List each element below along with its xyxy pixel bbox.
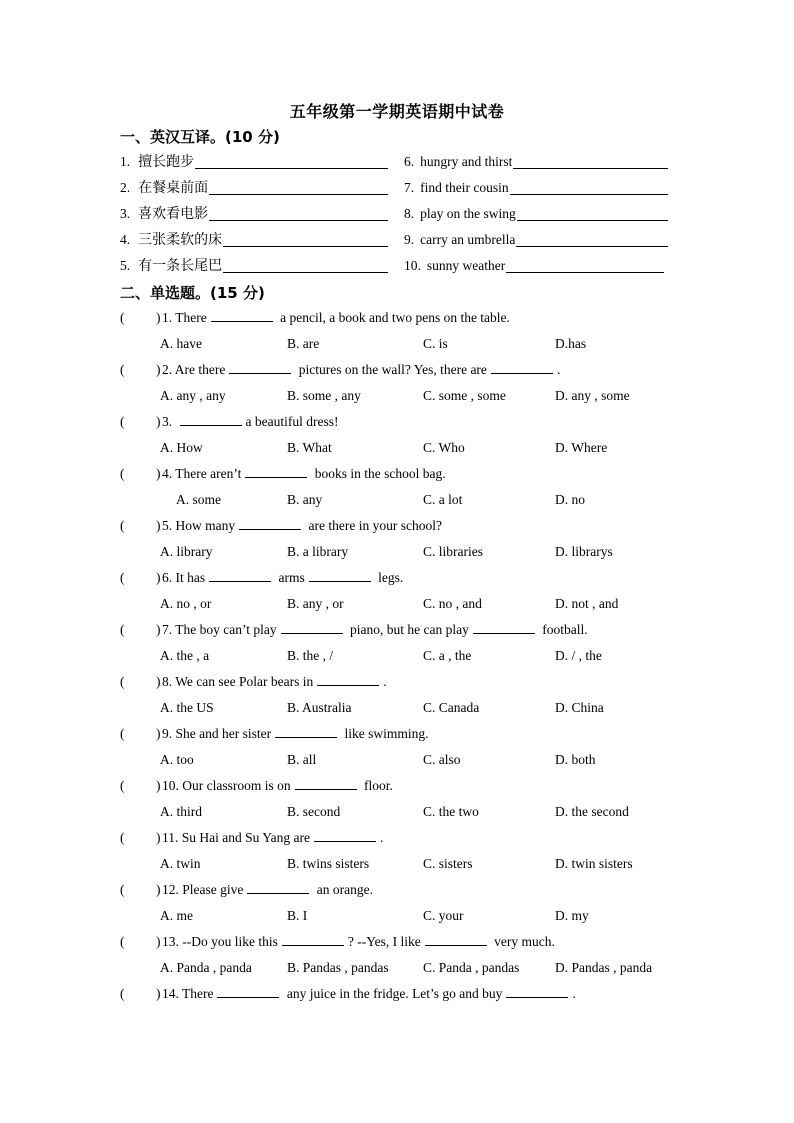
answer-paren-close: )	[156, 414, 161, 429]
answer-paren-open[interactable]: (	[120, 414, 125, 429]
option-c: C. your	[423, 908, 464, 923]
option-b: B. some , any	[287, 388, 361, 403]
option-c: C. the two	[423, 804, 479, 819]
option-b: B. the , /	[287, 648, 334, 663]
option-b: B. I	[287, 908, 308, 923]
option-c: C. libraries	[423, 544, 483, 559]
question-text-part: 13. --Do you like this	[162, 934, 278, 949]
question-text-part: 14. There	[162, 986, 214, 1001]
item-number: 2.	[120, 180, 131, 195]
option-c: C. sisters	[423, 856, 473, 871]
item-prompt: 在餐桌前面	[138, 180, 209, 196]
answer-paren-open[interactable]: (	[120, 310, 125, 325]
question-text	[162, 932, 555, 952]
option-a: A. How	[160, 440, 203, 455]
answer-blank[interactable]	[281, 621, 343, 634]
question-row	[120, 724, 680, 744]
option-d: D. not , and	[555, 596, 619, 611]
option-b: B. are	[287, 336, 320, 351]
question-text	[162, 568, 403, 588]
question-row	[120, 984, 680, 1004]
answer-blank[interactable]	[217, 985, 279, 998]
question-text-part: 4. There aren’t	[162, 466, 242, 481]
answer-blank[interactable]	[229, 361, 291, 374]
option-a: A. library	[160, 544, 213, 559]
answer-blank[interactable]	[506, 985, 568, 998]
question-text-part: 5. How many	[162, 518, 236, 533]
answer-line[interactable]	[209, 220, 388, 221]
question-text-part: a beautiful dress!	[245, 414, 339, 429]
question-text	[162, 360, 560, 380]
answer-paren-open[interactable]: (	[120, 362, 125, 377]
question-text	[162, 412, 338, 432]
item-number: 3.	[120, 206, 131, 221]
answer-blank[interactable]	[491, 361, 553, 374]
question-text-part: .	[383, 674, 387, 689]
answer-paren-open[interactable]: (	[120, 830, 125, 845]
option-c: C. Canada	[423, 700, 480, 715]
question-text-part: .	[556, 362, 561, 377]
question-text-part: arms	[275, 570, 305, 585]
question-text-part: floor.	[360, 778, 393, 793]
question-text	[162, 620, 588, 640]
question-text-part: 11. Su Hai and Su Yang are	[162, 830, 310, 845]
question-text-part: piano, but he can play	[346, 622, 469, 637]
question-text-part: .	[380, 830, 384, 845]
answer-paren-open[interactable]: (	[120, 622, 125, 637]
question-row	[120, 412, 680, 432]
question-row	[120, 568, 680, 588]
question-text-part: pictures on the wall? Yes, there are	[295, 362, 487, 377]
item-prompt: hungry and thirst	[420, 154, 513, 169]
question-row	[120, 620, 680, 640]
question-text-part: 7. The boy can’t play	[162, 622, 277, 637]
option-d: D. my	[555, 908, 589, 923]
answer-paren-close: )	[156, 622, 161, 637]
question-row	[120, 932, 680, 952]
question-text-part: like swimming.	[341, 726, 429, 741]
answer-line[interactable]	[223, 272, 388, 273]
answer-line[interactable]	[195, 168, 388, 169]
answer-paren-open[interactable]: (	[120, 986, 125, 1001]
item-prompt: play on the swing	[420, 206, 516, 221]
answer-blank[interactable]	[211, 309, 273, 322]
item-prompt: 三张柔软的床	[138, 232, 223, 248]
answer-blank[interactable]	[473, 621, 535, 634]
answer-line[interactable]	[506, 272, 664, 273]
answer-paren-open[interactable]: (	[120, 570, 125, 585]
question-text-part: football.	[538, 622, 588, 637]
option-d: D. twin sisters	[555, 856, 633, 871]
option-d: D. Pandas , panda	[555, 960, 653, 975]
answer-paren-close: )	[156, 310, 161, 325]
question-text-part: 12. Please give	[162, 882, 244, 897]
option-a: A. the US	[160, 700, 214, 715]
answer-blank[interactable]	[209, 569, 271, 582]
answer-blank[interactable]	[295, 777, 357, 790]
section-1-heading: 一、英汉互译。(10 分)	[120, 128, 280, 146]
item-prompt: find their cousin	[420, 180, 509, 195]
option-d: D. librarys	[555, 544, 613, 559]
answer-paren-close: )	[156, 570, 161, 585]
answer-paren-close: )	[156, 934, 161, 949]
answer-blank[interactable]	[317, 673, 379, 686]
option-c: C. is	[423, 336, 448, 351]
answer-paren-close: )	[156, 362, 161, 377]
item-number: 5.	[120, 258, 131, 273]
question-text	[162, 776, 393, 796]
option-b: B. twins sisters	[287, 856, 370, 871]
option-d: D. any , some	[555, 388, 630, 403]
answer-line[interactable]	[510, 194, 668, 195]
option-b: B. all	[287, 752, 317, 767]
answer-line[interactable]	[517, 220, 668, 221]
answer-blank[interactable]	[425, 933, 487, 946]
question-row	[120, 672, 680, 692]
option-c: C. no , and	[423, 596, 482, 611]
option-a: A. some	[176, 492, 221, 507]
item-prompt: 喜欢看电影	[138, 206, 209, 222]
option-a: A. me	[160, 908, 193, 923]
answer-line[interactable]	[223, 246, 388, 247]
answer-blank[interactable]	[309, 569, 371, 582]
answer-paren-open[interactable]: (	[120, 674, 125, 689]
option-d: D.has	[555, 336, 587, 351]
item-number: 7.	[404, 180, 415, 195]
translation-item	[404, 152, 512, 172]
item-prompt: 擅长跑步	[138, 154, 195, 170]
option-b: B. Australia	[287, 700, 352, 715]
question-text	[162, 672, 387, 692]
item-number: 4.	[120, 232, 131, 247]
option-a: A. third	[160, 804, 202, 819]
answer-paren-close: )	[156, 726, 161, 741]
question-text-part: legs.	[374, 570, 404, 585]
answer-blank[interactable]	[282, 933, 344, 946]
answer-paren-open[interactable]: (	[120, 466, 125, 481]
question-text	[162, 984, 576, 1004]
question-text-part: very much.	[490, 934, 555, 949]
option-a: A. no , or	[160, 596, 212, 611]
answer-paren-open[interactable]: (	[120, 726, 125, 741]
translation-item	[404, 204, 516, 224]
option-b: B. Pandas , pandas	[287, 960, 389, 975]
option-a: A. twin	[160, 856, 201, 871]
option-c: C. some , some	[423, 388, 506, 403]
question-text-part: an orange.	[313, 882, 373, 897]
option-a: A. the , a	[160, 648, 210, 663]
question-text	[162, 724, 428, 744]
answer-blank[interactable]	[314, 829, 376, 842]
option-c: C. Panda , pandas	[423, 960, 520, 975]
option-b: B. any , or	[287, 596, 344, 611]
option-b: B. a library	[287, 544, 349, 559]
option-c: C. also	[423, 752, 461, 767]
answer-blank[interactable]	[247, 881, 309, 894]
option-d: D. China	[555, 700, 604, 715]
item-number: 1.	[120, 154, 131, 169]
answer-line[interactable]	[513, 168, 668, 169]
answer-blank[interactable]	[180, 413, 242, 426]
question-row	[120, 360, 680, 380]
answer-blank[interactable]	[239, 517, 301, 530]
item-prompt: sunny weather	[426, 258, 506, 273]
option-a: A. any , any	[160, 388, 226, 403]
answer-paren-open[interactable]: (	[120, 882, 125, 897]
translation-item	[404, 230, 515, 250]
answer-blank[interactable]	[245, 465, 307, 478]
option-c: C. a , the	[423, 648, 472, 663]
question-text-part: any juice in the fridge. Let’s go and buy	[283, 986, 503, 1001]
question-text-part: are there in your school?	[305, 518, 442, 533]
question-text-part: 10. Our classroom is on	[162, 778, 291, 793]
item-number: 10.	[404, 258, 421, 273]
answer-paren-close: )	[156, 778, 161, 793]
item-number: 9.	[404, 232, 415, 247]
question-text-part: 3.	[162, 414, 176, 429]
question-text	[162, 464, 446, 484]
option-b: B. any	[287, 492, 323, 507]
translation-item	[120, 256, 222, 276]
question-row	[120, 828, 680, 848]
question-text-part: 9. She and her sister	[162, 726, 272, 741]
translation-item	[120, 230, 222, 250]
answer-paren-close: )	[156, 986, 161, 1001]
item-prompt: 有一条长尾巴	[138, 258, 223, 274]
translation-item	[404, 178, 509, 198]
option-d: D. / , the	[555, 648, 602, 663]
option-b: B. What	[287, 440, 332, 455]
question-text-part: books in the school bag.	[311, 466, 446, 481]
answer-paren-open[interactable]: (	[120, 934, 125, 949]
option-c: C. Who	[423, 440, 465, 455]
option-d: D. the second	[555, 804, 629, 819]
answer-paren-close: )	[156, 882, 161, 897]
option-a: A. have	[160, 336, 202, 351]
question-row	[120, 880, 680, 900]
question-text	[162, 308, 510, 328]
item-number: 6.	[404, 154, 415, 169]
exam-title: 五年级第一学期英语期中试卷	[289, 102, 505, 121]
translation-item	[120, 204, 208, 224]
question-text	[162, 880, 373, 900]
option-d: D. both	[555, 752, 596, 767]
option-a: A. Panda , panda	[160, 960, 252, 975]
option-d: D. Where	[555, 440, 608, 455]
answer-blank[interactable]	[275, 725, 337, 738]
item-prompt: carry an umbrella	[420, 232, 516, 247]
question-text-part: ? --Yes, I like	[347, 934, 421, 949]
answer-paren-close: )	[156, 674, 161, 689]
answer-paren-close: )	[156, 518, 161, 533]
question-row	[120, 516, 680, 536]
question-row	[120, 464, 680, 484]
question-text-part: .	[572, 986, 576, 1001]
question-text-part: 6. It has	[162, 570, 206, 585]
question-text	[162, 516, 442, 536]
section-2-heading: 二、单选题。(15 分)	[120, 284, 265, 302]
item-number: 8.	[404, 206, 415, 221]
answer-line[interactable]	[516, 246, 668, 247]
answer-paren-close: )	[156, 466, 161, 481]
translation-item	[120, 178, 208, 198]
option-c: C. a lot	[423, 492, 463, 507]
question-text-part: 8. We can see Polar bears in	[162, 674, 314, 689]
option-b: B. second	[287, 804, 341, 819]
translation-item	[120, 152, 194, 172]
answer-paren-open[interactable]: (	[120, 518, 125, 533]
question-text-part: 2. Are there	[162, 362, 226, 377]
option-d: D. no	[555, 492, 585, 507]
answer-line[interactable]	[209, 194, 388, 195]
question-text	[162, 828, 383, 848]
question-text-part: 1. There	[162, 310, 207, 325]
question-row	[120, 308, 680, 328]
question-row	[120, 776, 680, 796]
question-text-part: a pencil, a book and two pens on the table.	[276, 310, 510, 325]
translation-item	[404, 256, 505, 276]
option-a: A. too	[160, 752, 194, 767]
answer-paren-close: )	[156, 830, 161, 845]
answer-paren-open[interactable]: (	[120, 778, 125, 793]
